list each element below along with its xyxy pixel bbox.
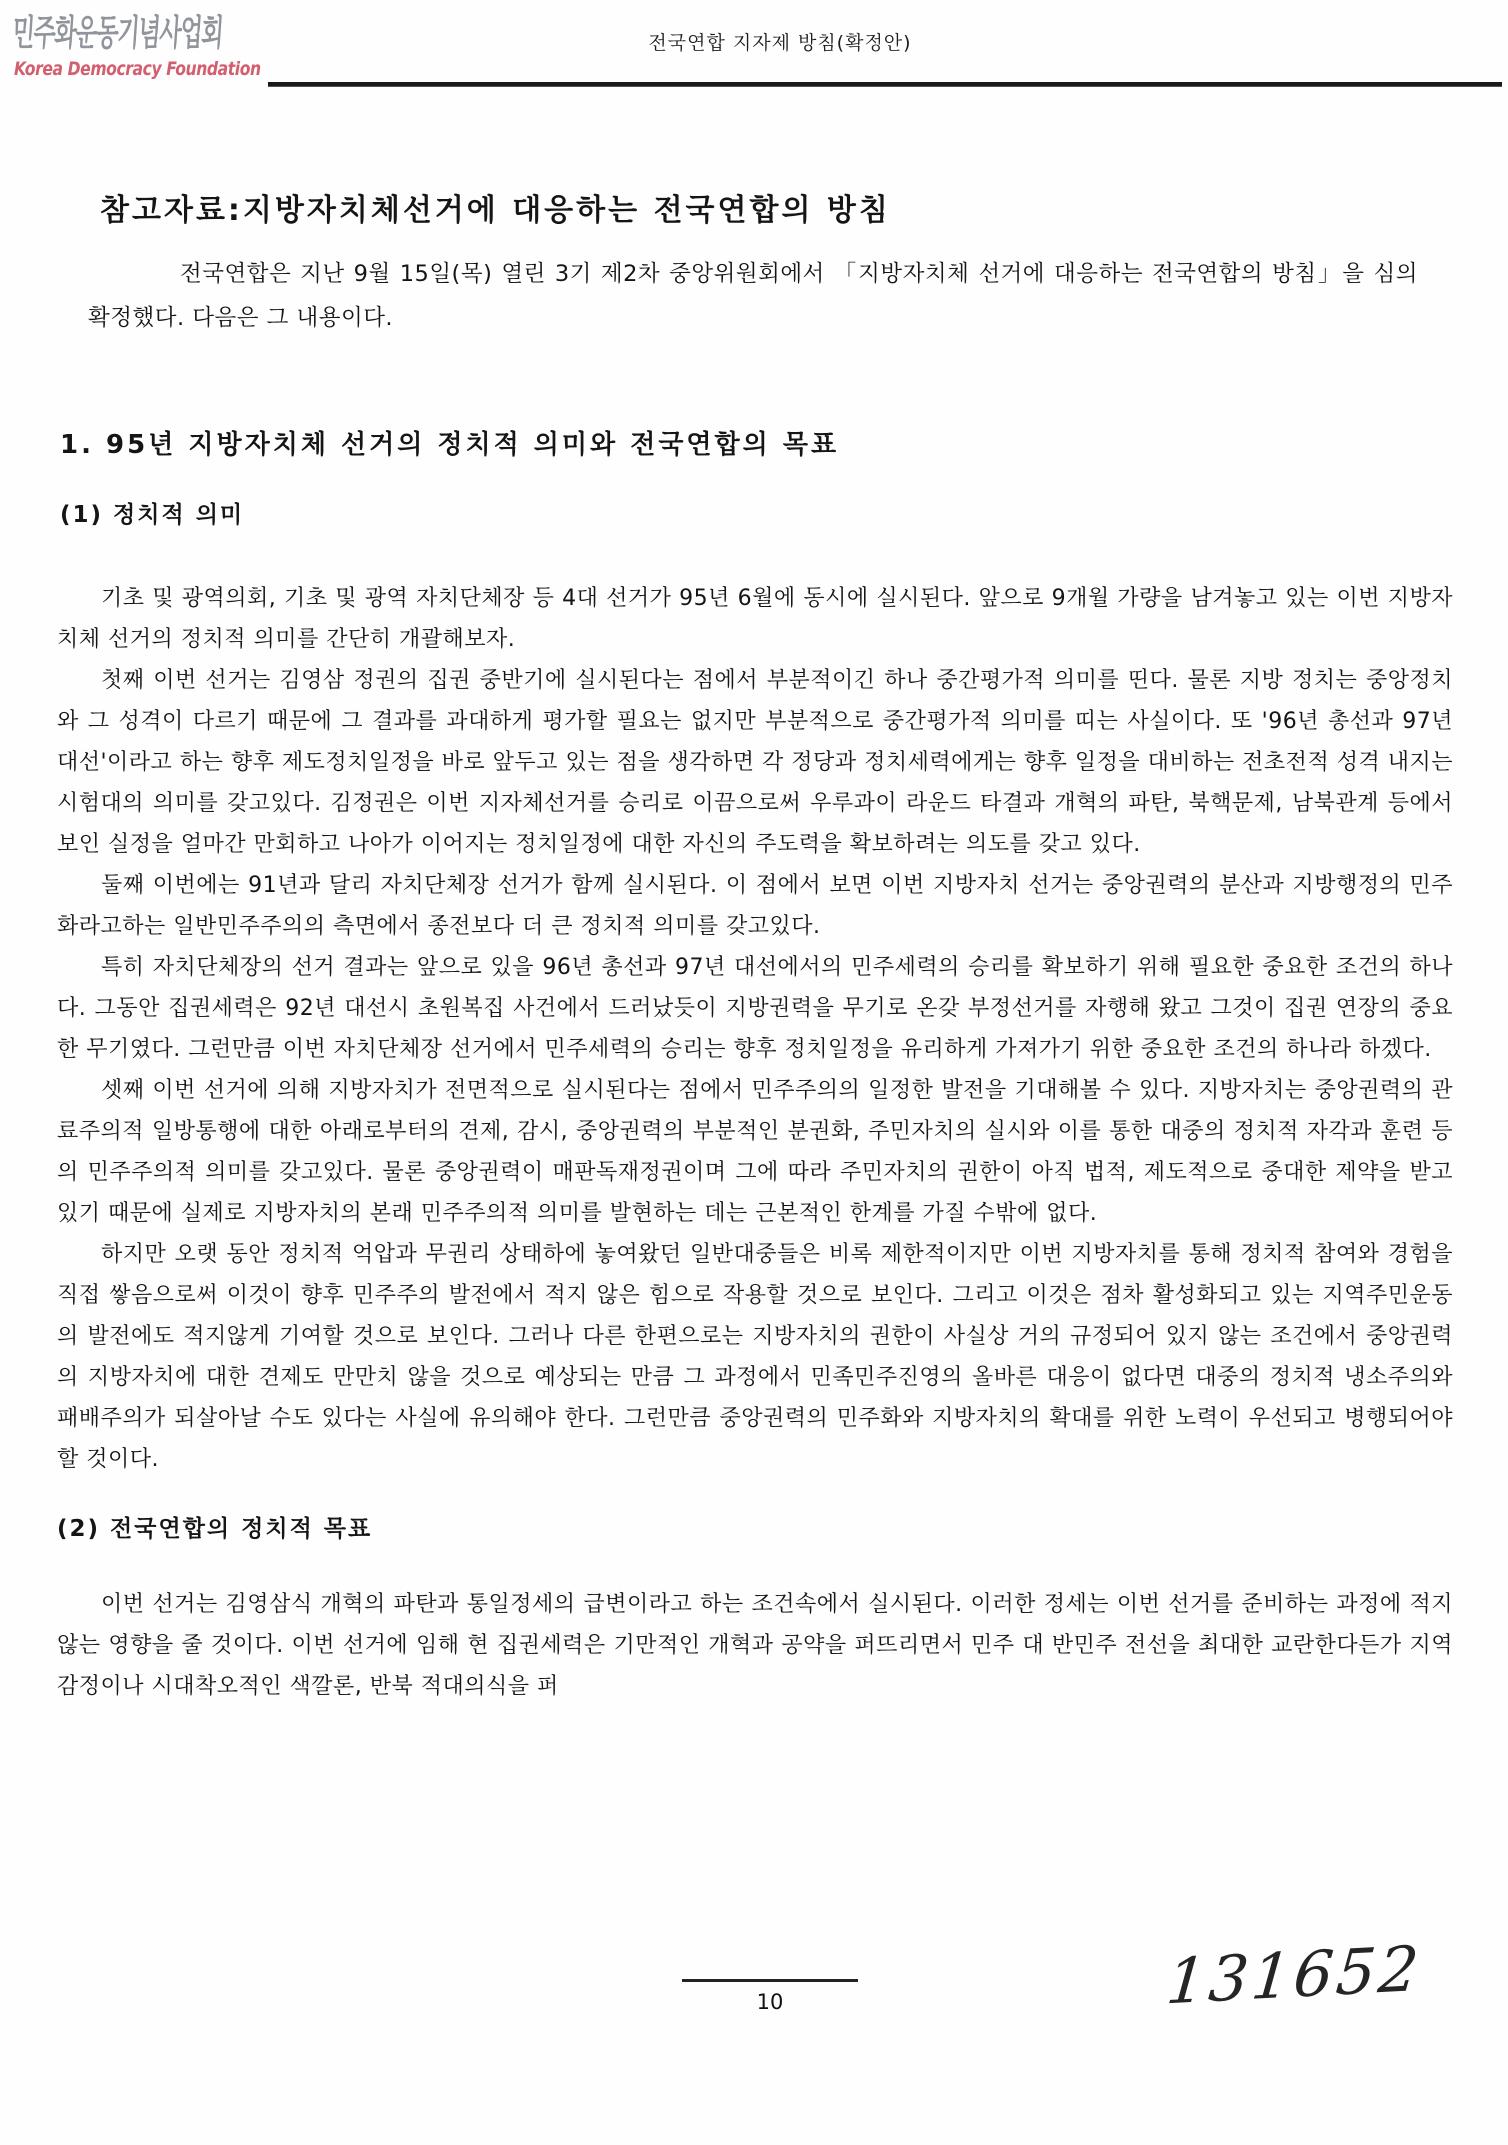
header-divider [268, 82, 1502, 87]
logo-korean-calligraphy: 민주화운동기념사업회 [11, 13, 224, 54]
handwritten-archive-number: 131652 [1163, 1931, 1425, 2019]
intro-paragraph: 전국연합은 지난 9월 15일(목) 열린 3기 제2차 중앙위원회에서 「지방자치체 선거에 대응하는 전국연합의 방침」을 심의 확정했다. 다음은 그 내용이다. [88, 261, 1418, 331]
paragraph: 하지만 오랫 동안 정치적 억압과 무권리 상태하에 놓여왔던 일반대중들은 비록 제한적이지만 이번 지방자치를 통해 정치적 참여와 경험을 직접 쌓음으로써 이것이 향후 민주주의 발전에서 적지 않은 힘으로 작용할 것으로 보인다. 그리고 이것은 점차 활성화되고 있는 지역주민운동의 발전에도 적지않게 기여할 것으로 보인다. 그러나 다른 한편으로는 지방자치의 권한이 사실상 거의 규정되어 있지 않는 조건에서 중앙권력의 지방자치에 대한 견제도 만만치 않을 것으로 예상되는 만큼 그 과정에서 민족민주진영의 올바른 대응이 없다면 대중의 정치적 냉소주의와 패배주의가 되살아날 수도 있다는 사실에 유의해야 한다. 그런만큼 중앙권력의 민주화와 지방자치의 확대를 위한 노력이 우선되고 병행되어야 할 것이다. [57, 1242, 1453, 1472]
section-1-heading: 1. 95년 지방자치체 선거의 정치적 의미와 전국연합의 목표 [60, 430, 840, 460]
footer-divider [682, 1979, 858, 1982]
paragraph: 첫째 이번 선거는 김영삼 정권의 집권 중반기에 실시된다는 점에서 부분적이긴 하나 중간평가적 의미를 띤다. 물론 지방 정치는 중앙정치와 그 성격이 다르기 때문에 그 결과를 과대하게 평가할 필요는 없지만 부분적으로 중간평가적 의미를 띠는 사실이다. 또 '96년 총선과 97년 대선'이라고 하는 향후 제도정치일정을 바로 앞두고 있는 점을 생각하면 각 정당과 정치세력에게는 향후 일정을 대비하는 전초전적 성격 내지는 시험대의 의미를 갖고있다. 김정권은 이번 지자체선거를 승리로 이끔으로써 우루과이 라운드 타결과 개혁의 파탄, 북핵문제, 남북관계 등에서 보인 실정을 얼마간 만회하고 나아가 이어지는 정치일정에 대한 자신의 주도력을 확보하려는 의도를 갖고 있다. [57, 668, 1453, 857]
body-text [57, 578, 1453, 1707]
subsection-2-heading: (2) 전국연합의 정치적 목표 [57, 1516, 373, 1542]
paragraph: 특히 자치단체장의 선거 결과는 앞으로 있을 96년 총선과 97년 대선에서의 민주세력의 승리를 확보하기 위해 필요한 중요한 조건의 하나다. 그동안 집권세력은 92년 대선시 초원복집 사건에서 드러났듯이 지방권력을 무기로 온갖 부정선거를 자행해 왔고 그것이 집권 연장의 중요한 무기였다. 그런만큼 이번 자치단체장 선거에서 민주세력의 승리는 향후 정치일정을 유리하게 가져가기 위한 중요한 조건의 하나라 하겠다. [57, 955, 1453, 1062]
logo [11, 12, 342, 80]
subsection-1-heading: (1) 정치적 의미 [60, 502, 245, 528]
paragraph: 둘째 이번에는 91년과 달리 자치단체장 선거가 함께 실시된다. 이 점에서 보면 이번 지방자치 선거는 중앙권력의 분산과 지방행정의 민주화라고하는 일반민주주의의 측면에서 종전보다 더 큰 정치적 의미를 갖고있다. [57, 873, 1453, 939]
document-title: 참고자료:지방자치체선거에 대응하는 전국연합의 방침 [100, 193, 891, 228]
paragraph: 기초 및 광역의회, 기초 및 광역 자치단체장 등 4대 선거가 95년 6월에 동시에 실시된다. 앞으로 9개월 가량을 남겨놓고 있는 이번 지방자치체 선거의 정치적 의미를 간단히 개괄해보자. [57, 586, 1453, 652]
paragraph: 셋째 이번 선거에 의해 지방자치가 전면적으로 실시된다는 점에서 민주주의의 일정한 발전을 기대해볼 수 있다. 지방자치는 중앙권력의 관료주의적 일방통행에 대한 아래로부터의 견제, 감시, 중앙권력의 부분적인 분권화, 주민자치의 실시와 이를 통한 대중의 정치적 자각과 훈련 등의 민주주의적 의미를 갖고있다. 물론 중앙권력이 매판독재정권이며 그에 따라 주민자치의 권한이 아직 법적, 제도적으로 중대한 제약을 받고있기 때문에 실제로 지방자치의 본래 민주주의적 의미를 발현하는 데는 근본적인 한계를 가질 수밖에 없다. [57, 1078, 1453, 1226]
header-title: 전국연합 지자제 방침(확정안) [648, 32, 912, 54]
paragraph: 이번 선거는 김영삼식 개혁의 파탄과 통일정세의 급변이라고 하는 조건속에서 실시된다. 이러한 정세는 이번 선거를 준비하는 과정에 적지않는 영향을 줄 것이다. 이번 선거에 임해 현 집권세력은 기만적인 개혁과 공약을 퍼뜨리면서 민주 대 반민주 전선을 최대한 교란한다든가 지역감정이나 시대착오적인 색깔론, 반북 적대의식을 퍼 [57, 1592, 1453, 1699]
page-number: 10 [756, 1990, 784, 2014]
logo-english-name: Korea Democracy Foundation [14, 58, 261, 80]
